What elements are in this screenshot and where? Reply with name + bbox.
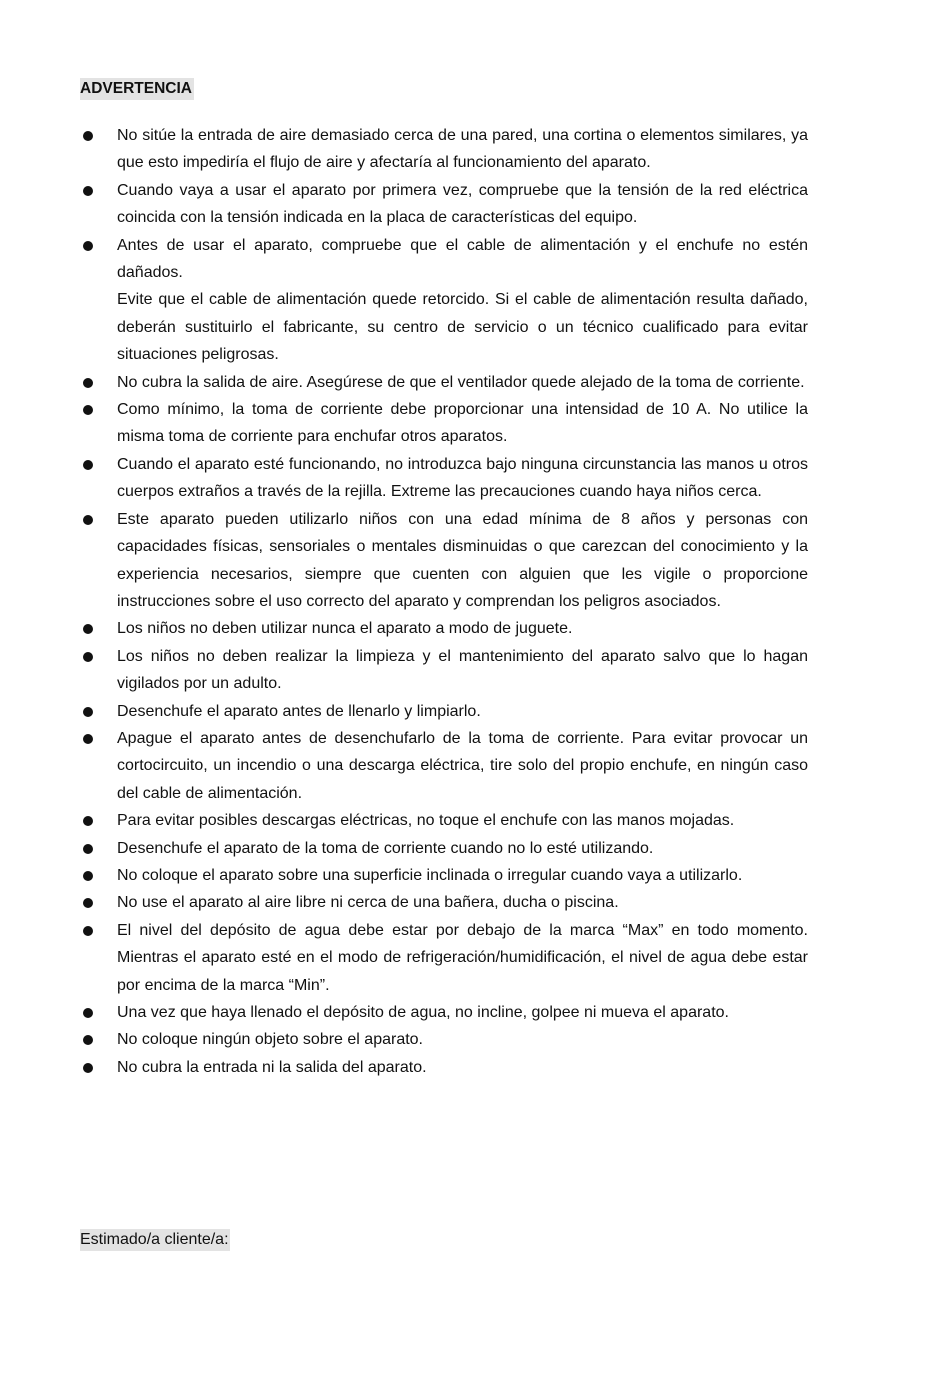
warning-text: Este aparato pueden utilizarlo niños con una edad mínima de 8 años y personas con capacidades físicas, sensoriales o mentales disminuidas o que carezcan del conocimiento y la experiencia necesarios, siempre que cuenten con alguien que les vigile o proporcione instrucciones sobre el uso correcto del aparato y comprendan los peligros asociados.	[117, 510, 808, 610]
bullet-dot-icon	[83, 871, 93, 881]
warning-list-item	[80, 1026, 808, 1053]
bullet-dot-icon	[83, 1063, 93, 1073]
warning-list-item	[80, 451, 808, 506]
warning-list	[80, 122, 808, 1081]
bullet-dot-icon	[83, 460, 93, 470]
warning-list-item	[80, 122, 808, 177]
warning-list-item	[80, 369, 808, 396]
bullet-dot-icon	[83, 816, 93, 826]
warning-list-item	[80, 807, 808, 834]
warning-list-item	[80, 725, 808, 807]
warning-text: El nivel del depósito de agua debe estar por debajo de la marca “Max” en todo momento. Mientras el aparato esté en el modo de refrigeración/humidificación, el nivel de agua debe estar por encima de la marca “Min”.	[117, 921, 808, 994]
warning-text: No cubra la entrada ni la salida del aparato.	[117, 1058, 427, 1076]
bullet-dot-icon	[83, 898, 93, 908]
bullet-dot-icon	[83, 624, 93, 634]
warning-list-item	[80, 999, 808, 1026]
warning-text: No use el aparato al aire libre ni cerca de una bañera, ducha o piscina.	[117, 894, 619, 912]
warning-list-item	[80, 506, 808, 616]
warning-list-item	[80, 232, 808, 369]
warning-list-item	[80, 917, 808, 999]
warning-text: No cubra la salida de aire. Asegúrese de que el ventilador quede alejado de la toma de corriente.	[117, 373, 805, 391]
bullet-dot-icon	[83, 707, 93, 717]
warning-text: Para evitar posibles descargas eléctricas, no toque el enchufe con las manos mojadas.	[117, 812, 735, 830]
warning-list-item	[80, 862, 808, 889]
warning-text: No sitúe la entrada de aire demasiado cerca de una pared, una cortina o elementos similares, ya que esto impediría el flujo de aire y afectaría al funcionamiento del aparato.	[117, 127, 808, 172]
warning-text: Como mínimo, la toma de corriente debe proporcionar una intensidad de 10 A. No utilice la misma toma de corriente para enchufar otros aparatos.	[117, 401, 808, 446]
bullet-dot-icon	[83, 378, 93, 388]
warning-list-item	[80, 177, 808, 232]
bullet-dot-icon	[83, 1035, 93, 1045]
customer-greeting: Estimado/a cliente/a:	[80, 1229, 230, 1251]
warning-list-item	[80, 698, 808, 725]
warning-text: Desenchufe el aparato de la toma de corriente cuando no lo esté utilizando.	[117, 839, 654, 857]
warning-list-item	[80, 615, 808, 642]
warning-text: Desenchufe el aparato antes de llenarlo y limpiarlo.	[117, 702, 481, 720]
warning-text: Cuando vaya a usar el aparato por primera vez, compruebe que la tensión de la red eléctrica coincida con la tensión indicada en la placa de características del equipo.	[117, 181, 808, 227]
bullet-dot-icon	[83, 652, 93, 662]
bullet-dot-icon	[83, 1008, 93, 1018]
warning-text: Cuando el aparato esté funcionando, no introduzca bajo ninguna circunstancia las manos u otros cuerpos extraños a través de la rejilla. Extreme las precauciones cuando haya niños cerca.	[117, 455, 808, 501]
warning-list-item	[80, 396, 808, 451]
bullet-dot-icon	[83, 241, 93, 251]
bullet-dot-icon	[83, 186, 93, 196]
warning-text: Antes de usar el aparato, compruebe que el cable de alimentación y el enchufe no estén dañados.	[117, 236, 808, 282]
warning-text: No coloque ningún objeto sobre el aparato.	[117, 1031, 423, 1049]
bullet-dot-icon	[83, 405, 93, 415]
warning-list-item	[80, 835, 808, 862]
warning-list-item	[80, 643, 808, 698]
warning-heading: ADVERTENCIA	[80, 78, 194, 100]
warning-text: No coloque el aparato sobre una superficie inclinada o irregular cuando vaya a utilizarlo.	[117, 866, 743, 884]
warning-text: Los niños no deben utilizar nunca el aparato a modo de juguete.	[117, 620, 573, 638]
warning-text: Una vez que haya llenado el depósito de agua, no incline, golpee ni mueva el aparato.	[117, 1004, 729, 1021]
bullet-dot-icon	[83, 926, 93, 936]
bullet-dot-icon	[83, 844, 93, 854]
warning-text: Evite que el cable de alimentación quede retorcido. Si el cable de alimentación resulta dañado, deberán sustituirlo el fabricante, su centro de servicio o un técnico cualificado para evitar situaciones peligrosas.	[117, 291, 808, 364]
bullet-dot-icon	[83, 515, 93, 525]
bullet-dot-icon	[83, 734, 93, 744]
warning-text: Los niños no deben realizar la limpieza y el mantenimiento del aparato salvo que lo hagan vigilados por un adulto.	[117, 647, 808, 693]
document-page	[80, 78, 808, 1081]
warning-text: Apague el aparato antes de desenchufarlo de la toma de corriente. Para evitar provocar un cortocircuito, un incendio o una descarga eléctrica, tire solo del propio enchufe, en ningún caso del cable de alimentación.	[117, 729, 808, 802]
warning-list-item	[80, 1054, 808, 1081]
bullet-dot-icon	[83, 131, 93, 141]
warning-list-item	[80, 889, 808, 916]
